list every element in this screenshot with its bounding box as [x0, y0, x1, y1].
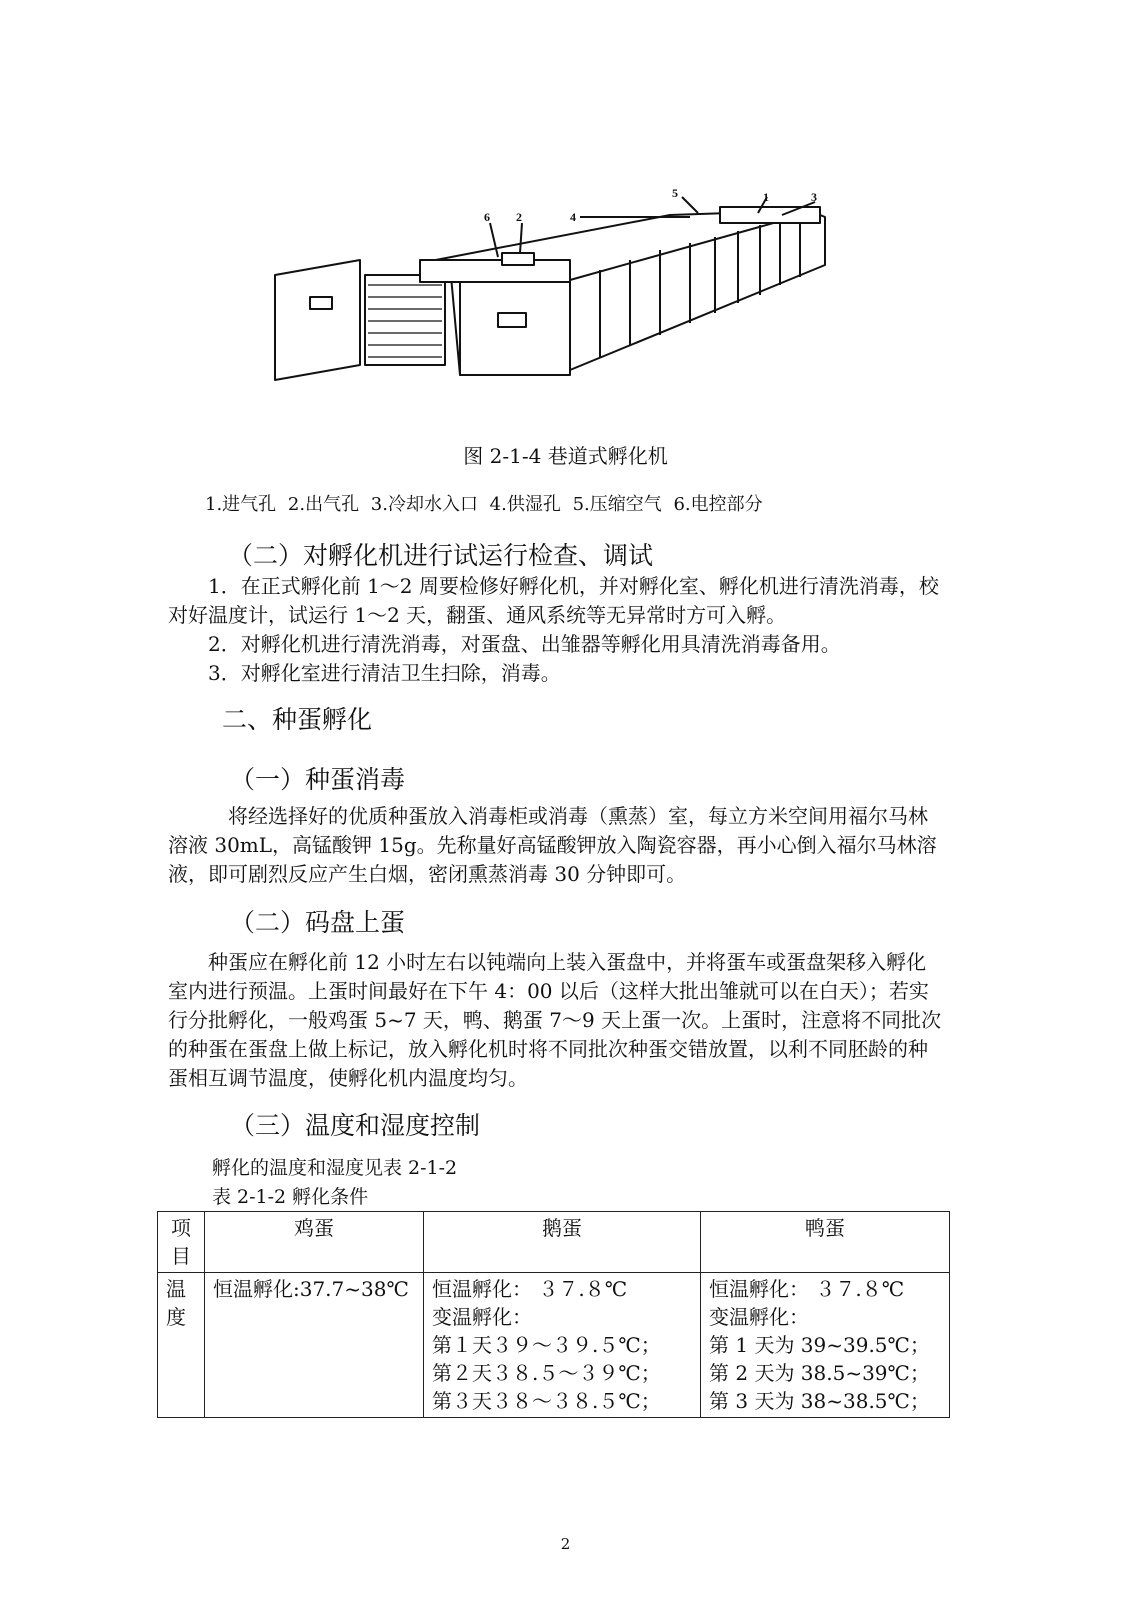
- cell-chicken-temperature: [205, 1273, 424, 1418]
- loading-paragraph: [168, 948, 943, 1093]
- goose-line: 恒温孵化： ３７.８℃: [432, 1277, 628, 1301]
- trial-run-item-1: 1．在正式孵化前 1～2 周要检修好孵化机，并对孵化室、孵化机进行清洗消毒，校对好温度计，试运行 1～2 天，翻蛋、通风系统等无异常时方可入孵。: [168, 574, 939, 627]
- figure-legend: 1.进气孔 2.出气孔 3.冷却水入口 4.供湿孔 5.压缩空气 6.电控部分: [205, 494, 763, 515]
- duck-line: 变温孵化：: [709, 1305, 809, 1329]
- table-header-row: [158, 1212, 950, 1273]
- header-goose: 鹅蛋: [424, 1212, 701, 1273]
- header-item: 项目: [158, 1212, 205, 1273]
- subheading-loading: （二）码盘上蛋: [230, 908, 406, 937]
- goose-line: 第１天３９～３９.５℃；: [432, 1333, 661, 1357]
- header-duck: 鸭蛋: [701, 1212, 950, 1273]
- callout-6: 6: [484, 210, 490, 224]
- header-chicken: 鸡蛋: [205, 1212, 424, 1273]
- duck-line: 第 1 天为 39~39.5℃；: [709, 1333, 930, 1357]
- callout-3: 3: [811, 190, 817, 204]
- loading-text: 种蛋应在孵化前 12 小时左右以钝端向上装入蛋盘中，并将蛋车或蛋盘架移入孵化室内进行预温。上蛋时间最好在下午 4：00 以后（这样大批出雏就可以在白天）；若实行分批孵化，一般鸡蛋 5~7 天，鸭、鹅蛋 7～9 天上蛋一次。上蛋时，注意将不同批次的种蛋在蛋盘上做上标记，放入孵化机时将不同批次种蛋交错放置，以利不同胚龄的种蛋相互调节温度，使孵化机内温度均匀。: [168, 950, 942, 1090]
- part-heading-egg-hatching: 二、种蛋孵化: [222, 705, 373, 734]
- duck-line: 第 3 天为 38~38.5℃；: [709, 1389, 930, 1413]
- callout-2: 2: [516, 210, 522, 224]
- disinfection-text: 将经选择好的优质种蛋放入消毒柜或消毒（熏蒸）室，每立方米空间用福尔马林溶液 30mL，高锰酸钾 15g。先称量好高锰酸钾放入陶瓷容器，再小心倒入福尔马林溶液，即可剧烈反应产生白烟，密闭熏蒸消毒 30 分钟即可。: [168, 804, 937, 886]
- callout-4: 4: [570, 210, 576, 224]
- page-number: 2: [560, 1535, 571, 1553]
- incubation-conditions-table: [157, 1211, 950, 1418]
- cell-goose-temperature: [424, 1273, 701, 1418]
- callout-1: 1: [763, 190, 769, 204]
- subheading-temperature-humidity: （三）温度和湿度控制: [230, 1111, 481, 1140]
- disinfection-paragraph: [168, 802, 943, 889]
- table-caption: 表 2-1-2 孵化条件: [212, 1186, 369, 1208]
- table-row-temperature: [158, 1273, 950, 1418]
- goose-line: 第３天３８～３８.５℃；: [432, 1389, 661, 1413]
- trial-run-item-2: 2．对孵化机进行清洗消毒，对蛋盘、出雏器等孵化用具清洗消毒备用。: [208, 632, 841, 656]
- duck-line: 恒温孵化： ３７.８℃: [709, 1277, 905, 1301]
- subheading-disinfection: （一）种蛋消毒: [230, 765, 406, 794]
- cell-duck-temperature: [701, 1273, 950, 1418]
- chicken-line: 恒温孵化:37.7~38℃: [213, 1277, 409, 1301]
- goose-line: 第２天３８.５～３９℃；: [432, 1361, 661, 1385]
- trial-run-items: [168, 572, 943, 688]
- table-intro: 孵化的温度和湿度见表 2-1-2: [212, 1157, 458, 1179]
- goose-line: 变温孵化：: [432, 1305, 532, 1329]
- row-label-temperature: 温度: [158, 1273, 205, 1418]
- incubator-figure: [270, 185, 850, 400]
- callout-5: 5: [672, 186, 678, 200]
- section-heading-trial-run: （二）对孵化机进行试运行检查、调试: [228, 541, 654, 570]
- figure-caption: 图 2-1-4 巷道式孵化机: [463, 444, 668, 468]
- trial-run-item-3: 3．对孵化室进行清洁卫生扫除，消毒。: [208, 661, 561, 685]
- duck-line: 第 2 天为 38.5~39℃；: [709, 1361, 930, 1385]
